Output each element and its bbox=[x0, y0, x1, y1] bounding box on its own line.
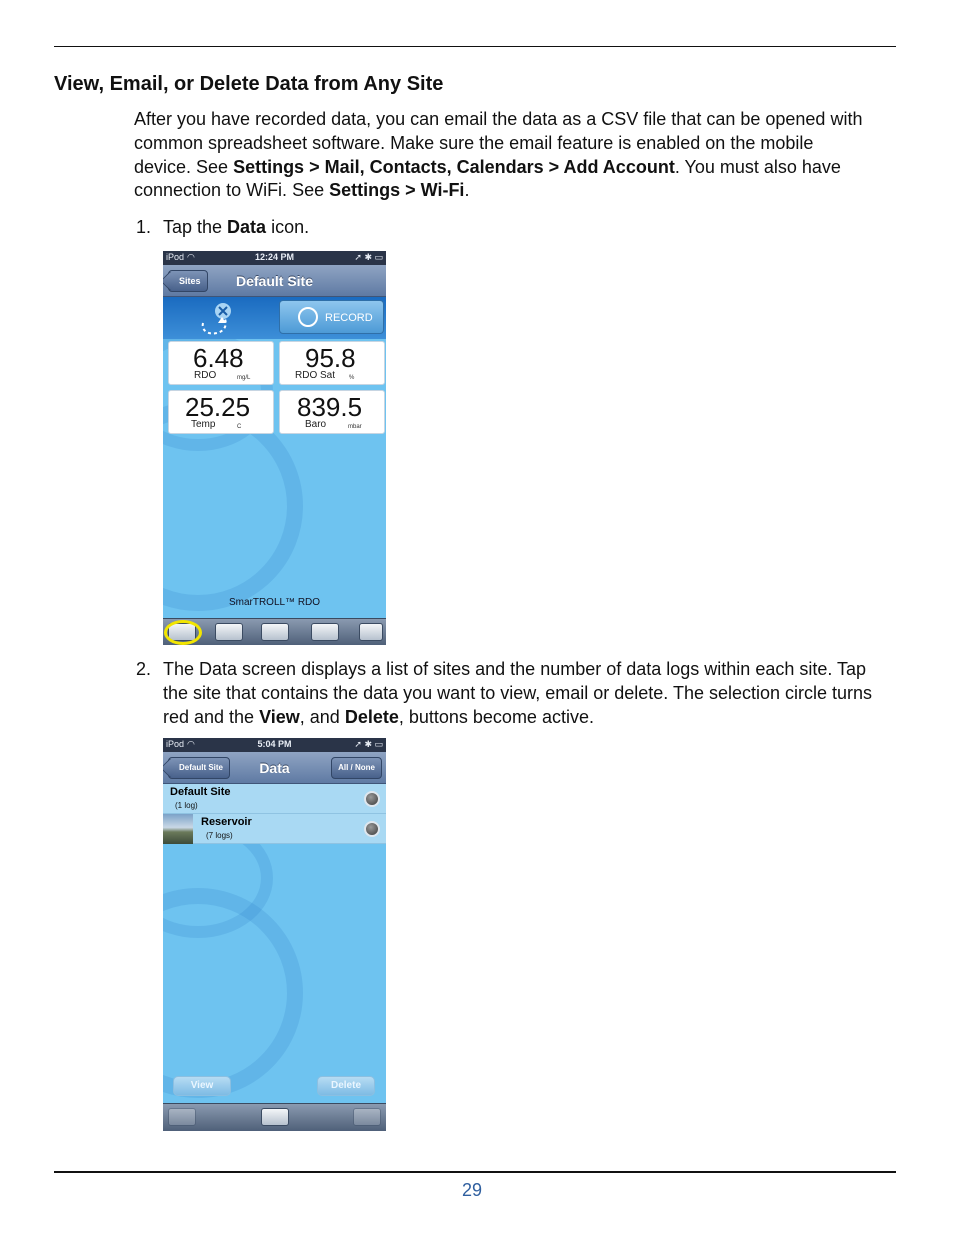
status-time: 5:04 PM bbox=[257, 739, 292, 749]
carrier-label: iPod bbox=[166, 739, 185, 749]
tab-bar bbox=[163, 1103, 386, 1131]
email-icon[interactable] bbox=[353, 1108, 381, 1126]
list-item[interactable]: Default Site (1 log) bbox=[163, 784, 386, 814]
export-icon[interactable] bbox=[261, 623, 289, 641]
status-bar bbox=[163, 251, 386, 265]
step-number: 1. bbox=[136, 217, 152, 237]
site-thumbnail bbox=[163, 814, 193, 844]
data-screen-screenshot bbox=[163, 738, 386, 1131]
intro-paragraph: After you have recorded data, you can email the data as a CSV file that can be opened with common spreadsheet software. Make sure the email feature is enabled on the mobile device. See Settings > Mail, Contacts, Calendars > Add Account. You must also have connection to WiFi. See Settings > Wi-Fi. bbox=[134, 109, 863, 201]
footer-rule bbox=[54, 1171, 896, 1173]
status-bar bbox=[163, 738, 386, 752]
reading-tile-rdo-sat[interactable]: 95.8 RDO Sat % bbox=[279, 341, 385, 385]
home-icon[interactable] bbox=[261, 1108, 289, 1126]
list-item[interactable]: Reservoir (7 logs) bbox=[163, 814, 386, 844]
reading-tile-temp[interactable]: 25.25 Temp C bbox=[168, 390, 274, 434]
settings-mail-path: Settings > Mail, Contacts, Calendars > Add Account bbox=[233, 156, 675, 177]
calibration-flask-icon[interactable] bbox=[215, 623, 243, 641]
default-site-back-button[interactable]: Default Site bbox=[168, 757, 230, 779]
main-screen-screenshot bbox=[163, 251, 386, 645]
stopwatch-icon bbox=[298, 307, 318, 327]
data-icon[interactable] bbox=[168, 1108, 196, 1126]
nav-bar bbox=[163, 752, 386, 784]
all-none-button[interactable]: All / None bbox=[331, 757, 382, 779]
section-heading: View, Email, or Delete Data from Any Site bbox=[54, 73, 444, 95]
step-2 bbox=[134, 658, 874, 730]
step-text: The Data screen displays a list of sites and the number of data logs within each site. Tap the site that contains the data you want to view, email or delete. The selection circle turns red and the View, and Delete, buttons become active. bbox=[163, 659, 873, 727]
reading-tile-baro[interactable]: 839.5 Baro mbar bbox=[279, 390, 385, 434]
step-text: Tap the Data icon. bbox=[163, 217, 310, 237]
site-list bbox=[163, 784, 386, 844]
battery-icon: ➚ ✱ ▭ bbox=[354, 252, 383, 262]
device-name: SmarTROLL™ RDO bbox=[228, 597, 321, 608]
header-rule bbox=[54, 46, 896, 47]
battery-icon: ➚ ✱ ▭ bbox=[354, 739, 383, 749]
step-number: 2. bbox=[136, 659, 152, 679]
site-title: Default Site bbox=[235, 273, 313, 289]
gps-track-icon bbox=[199, 301, 233, 337]
page-number: 29 bbox=[461, 1180, 483, 1200]
record-button[interactable]: RECORD bbox=[279, 300, 384, 334]
view-button[interactable]: View bbox=[173, 1076, 231, 1096]
sites-back-button[interactable]: Sites bbox=[168, 270, 208, 292]
reading-tile-rdo[interactable]: 6.48 RDO mg/L bbox=[168, 341, 274, 385]
nav-bar bbox=[163, 265, 386, 297]
data-title: Data bbox=[259, 760, 290, 776]
delete-button[interactable]: Delete bbox=[317, 1076, 375, 1096]
highlight-circle bbox=[164, 620, 202, 645]
wifi-icon: ◠ bbox=[187, 739, 195, 749]
status-time: 12:24 PM bbox=[254, 252, 295, 262]
selection-circle[interactable] bbox=[364, 821, 380, 837]
settings-gear-icon[interactable] bbox=[311, 623, 339, 641]
carrier-label: iPod bbox=[166, 252, 185, 262]
settings-wifi-path: Settings > Wi-Fi bbox=[329, 180, 465, 201]
instrument-icon[interactable] bbox=[359, 623, 383, 641]
step-1 bbox=[134, 216, 874, 240]
selection-circle[interactable] bbox=[364, 791, 380, 807]
wifi-icon: ◠ bbox=[187, 252, 195, 262]
tab-bar bbox=[163, 618, 386, 645]
